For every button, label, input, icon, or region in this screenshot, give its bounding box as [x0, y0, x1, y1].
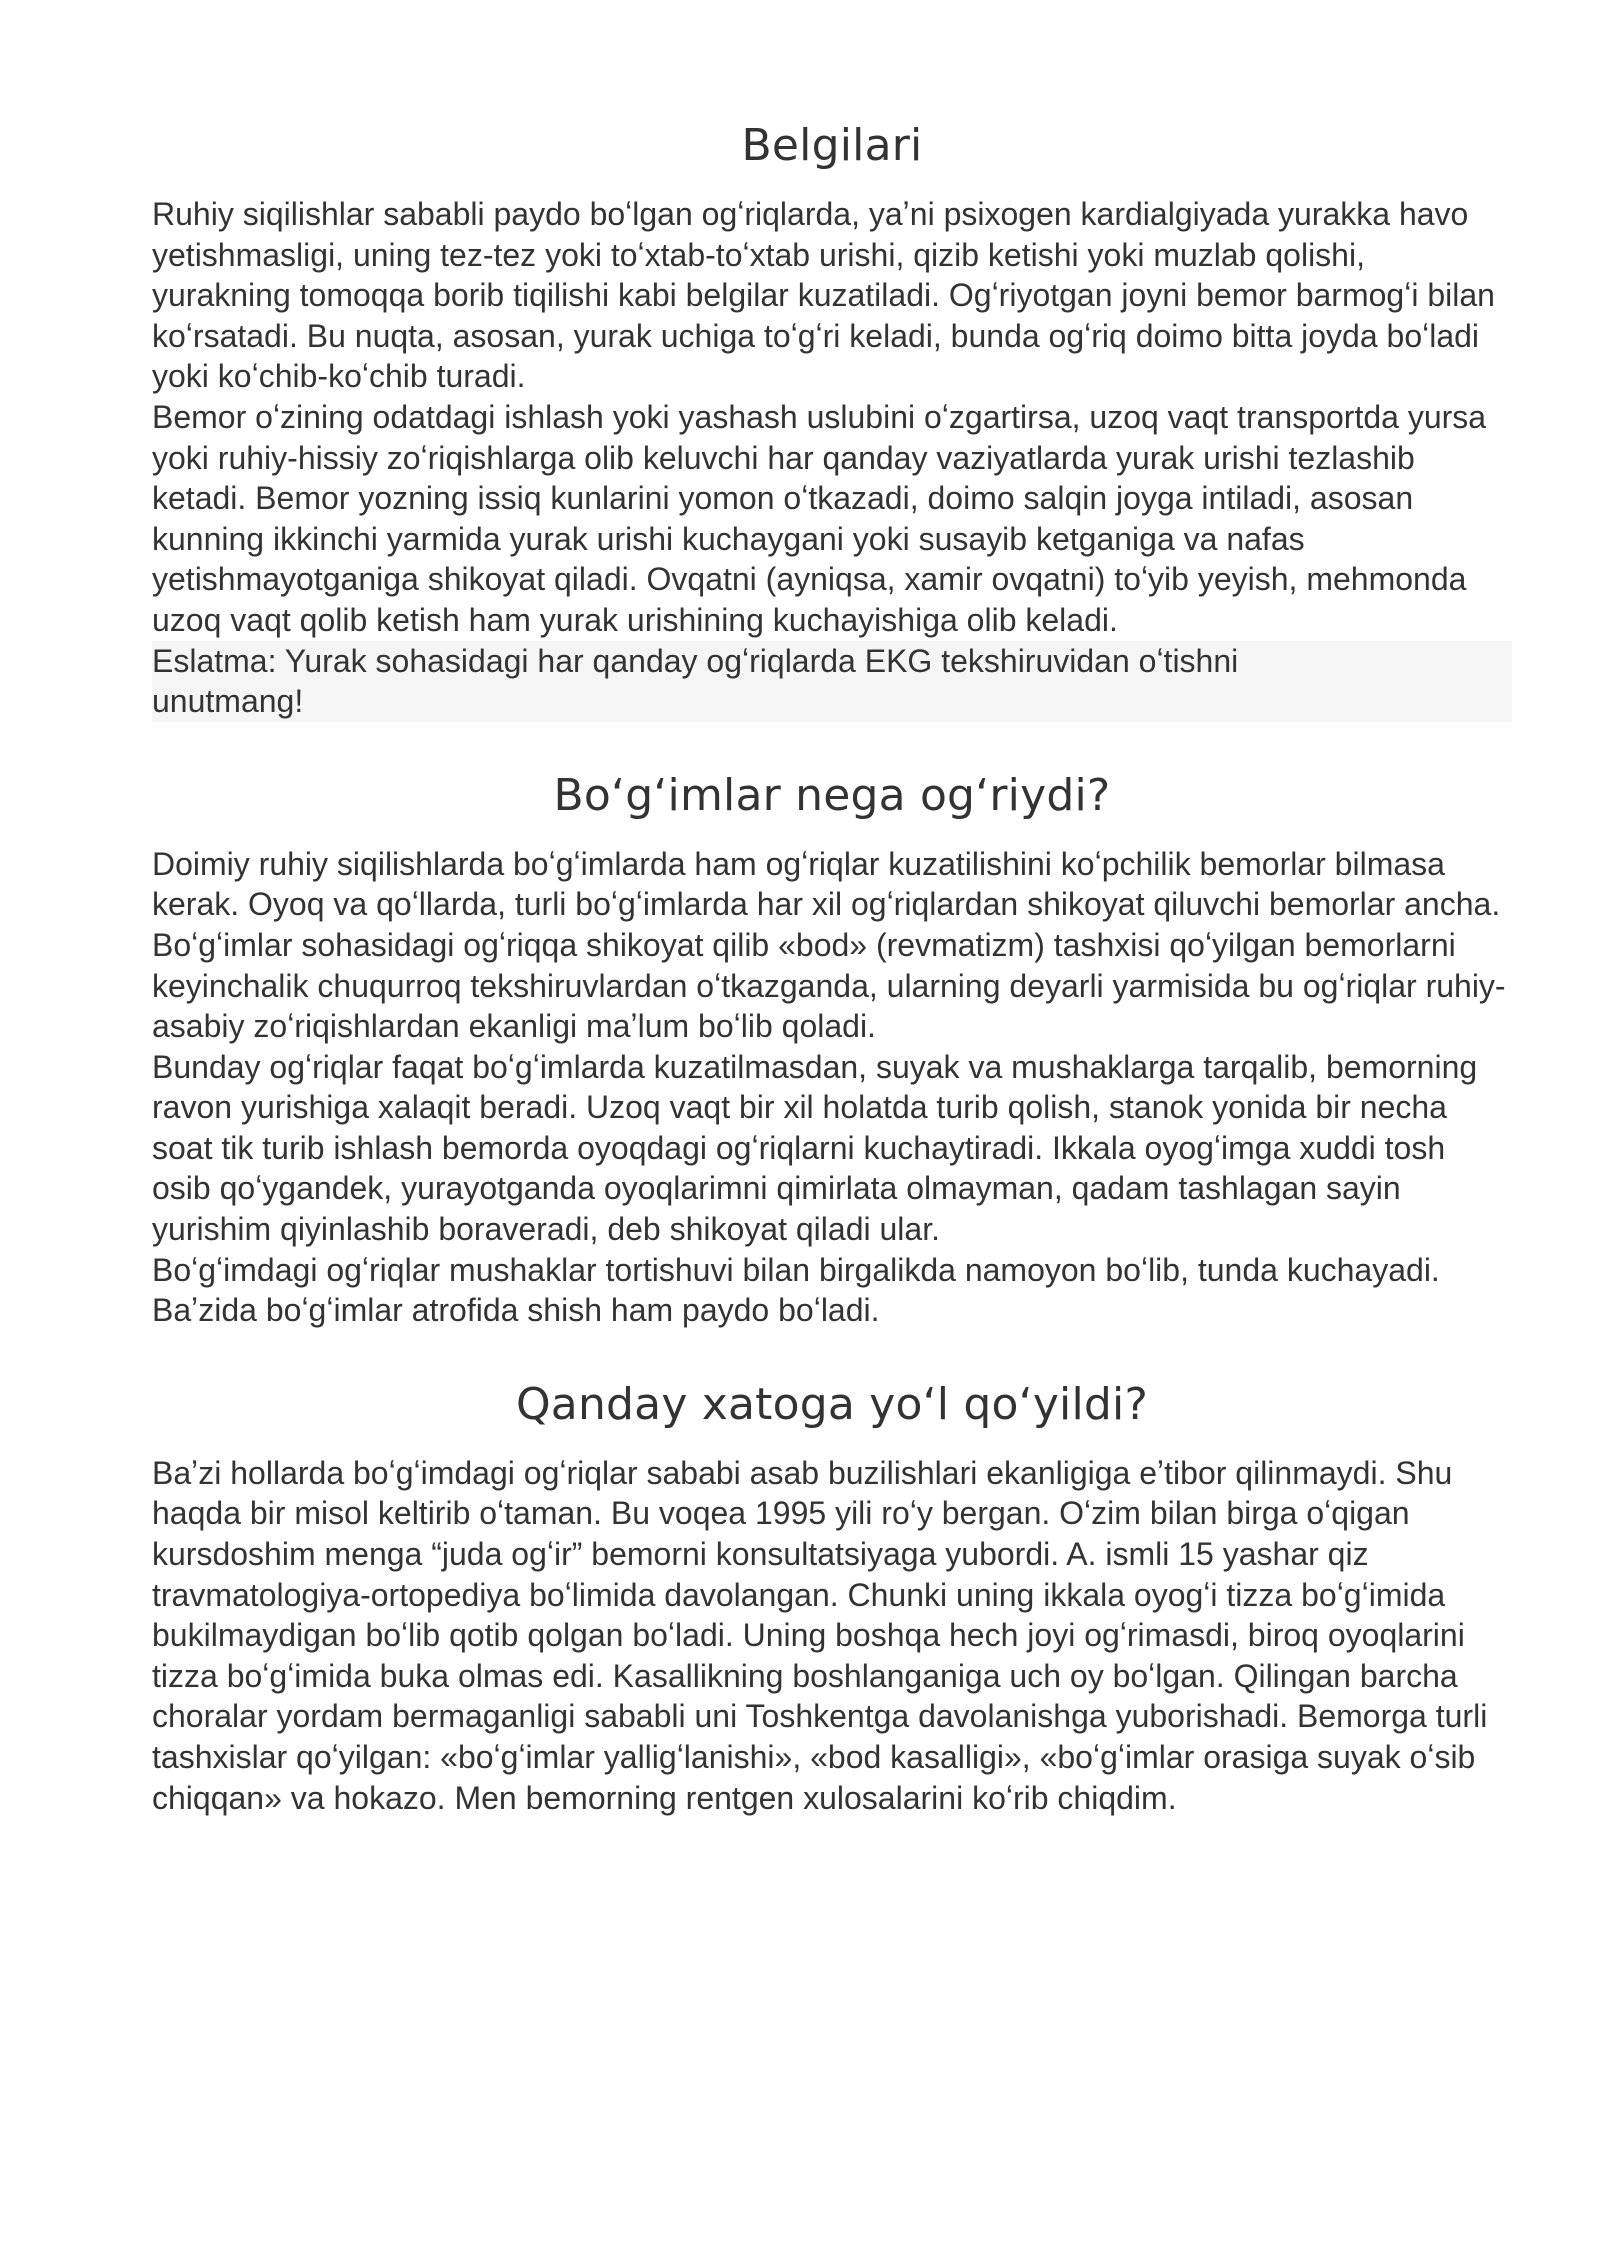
paragraph: Bunday ogʻriqlar faqat boʻgʻimlarda kuzatilmasdan, suyak va mushaklarga tarqalib, bemorning ravon yurishiga xalaqit beradi. Uzoq vaqt bir xil holatda turib qolish, stanok yonida bir necha soat tik turib ishlash bemorda oyoqdagi ogʻriqlarni kuchaytiradi. Ikkala oyogʻimga xuddi tosh osib qoʻygandek, yurayotganda oyoqlarimni qimirlata olmayman, qadam tashlagan sayin yurishim qiyinlashib boraveradi, deb shikoyat qiladi ular.: [152, 1048, 1478, 1248]
section-xato: [152, 1377, 1512, 1818]
section-title: Qanday xatoga yoʻl qoʻyildi?: [515, 1378, 1149, 1430]
paragraph: Baʼzida boʻgʻimlar atrofida shish ham paydo boʻladi.: [152, 1292, 880, 1329]
section-title: Belgilari: [741, 120, 923, 171]
document-content: [152, 118, 1512, 1818]
note-box: [152, 641, 1512, 722]
section-bogimlar: [152, 768, 1512, 1331]
paragraph: Bemor oʻzining odatdagi ishlash yoki yashash uslubini oʻzgartirsa, uzoq vaqt transportda yursa yoki ruhiy-hissiy zoʻriqishlarga olib keluvchi har qanday vaziyatlarda yurak urishi tezlashib ketadi. Bemor yozning issiq kunlarini yomon oʻtkazadi, doimo salqin joyga intiladi, asosan kunning ikkinchi yarmida yurak urishi kuchaygani yoki susayib ketganiga va nafas yetishmayotganiga shikoyat qiladi. Ovqatni (ayniqsa, xamir ovqatni) toʻyib yeyish, mehmonda uzoq vaqt qolib ketish ham yurak urishining kuchayishiga olib keladi.: [152, 398, 1487, 638]
section-belgilari: [152, 118, 1512, 722]
paragraph: Boʻgʻimdagi ogʻriqlar mushaklar tortishuvi bilan birgalikda namoyon boʻlib, tunda kuchayadi.: [152, 1251, 1440, 1288]
paragraph: Baʼzi hollarda boʻgʻimdagi ogʻriqlar sababi asab buzilishlari ekanligiga eʼtibor qilinmaydi. Shu haqda bir misol keltirib oʻtaman. Bu voqea 1995 yili roʻy bergan. Oʻzim bilan birga oʻqigan kursdoshim menga “juda ogʻir” bemorni konsultatsiyaga yubordi. A. ismli 15 yashar qiz travmatologiya-ortopediya boʻlimida davolangan. Chunki uning ikkala oyogʻi tizza boʻgʻimida bukilmaydigan boʻlib qotib qolgan boʻladi. Uning boshqa hech joyi ogʻrimasdi, biroq oyoqlarini tizza boʻgʻimida buka olmas edi. Kasallikning boshlanganiga uch oy boʻlgan. Qilingan barcha choralar yordam bermaganligi sababli uni Toshkentga davolanishga yuborishadi. Bemorga turli tashxislar qoʻyilgan: «boʻgʻimlar yalligʻlanishi», «bod kasalligi», «boʻgʻimlar orasiga suyak oʻsib chiqqan» va hokazo. Men bemorning rentgen xulosalarini koʻrib chiqdim.: [152, 1454, 1488, 1816]
section-title: Boʻgʻimlar nega ogʻriydi?: [553, 769, 1111, 821]
paragraph: Ruhiy siqilishlar sababli paydo boʻlgan ogʻriqlarda, yaʼni psixogen kardialgiyada yurakka havo yetishmasligi, uning tez-tez yoki toʻxtab-toʻxtab urishi, qizib ketishi yoki muzlab qolishi, yurakning tomoqqa borib tiqilishi kabi belgilar kuzatiladi. Ogʻriyotgan joyni bemor barmogʻi bilan koʻrsatadi. Bu nuqta, asosan, yurak uchiga toʻgʻri keladi, bunda ogʻriq doimo bitta joyda boʻladi yoki koʻchib-koʻchib turadi.: [152, 196, 1495, 395]
note-text: Eslatma: Yurak sohasidagi har qanday ogʻriqlarda EKG tekshiruvidan oʻtishni unutmang!: [152, 642, 1239, 720]
paragraph: Doimiy ruhiy siqilishlarda boʻgʻimlarda ham ogʻriqlar kuzatilishini koʻpchilik bemorlar bilmasa kerak. Oyoq va qoʻllarda, turli boʻgʻimlarda har xil ogʻriqlardan shikoyat qiluvchi bemorlar ancha. Boʻgʻimlar sohasidagi ogʻriqqa shikoyat qilib «bod» (revmatizm) tashxisi qoʻyilgan bemorlarni keyinchalik chuqurroq tekshiruvlardan oʻtkazganda, ularning deyarli yarmisida bu ogʻriqlar ruhiy-asabiy zoʻriqishlardan ekanligi maʼlum boʻlib qoladi.: [152, 845, 1506, 1045]
